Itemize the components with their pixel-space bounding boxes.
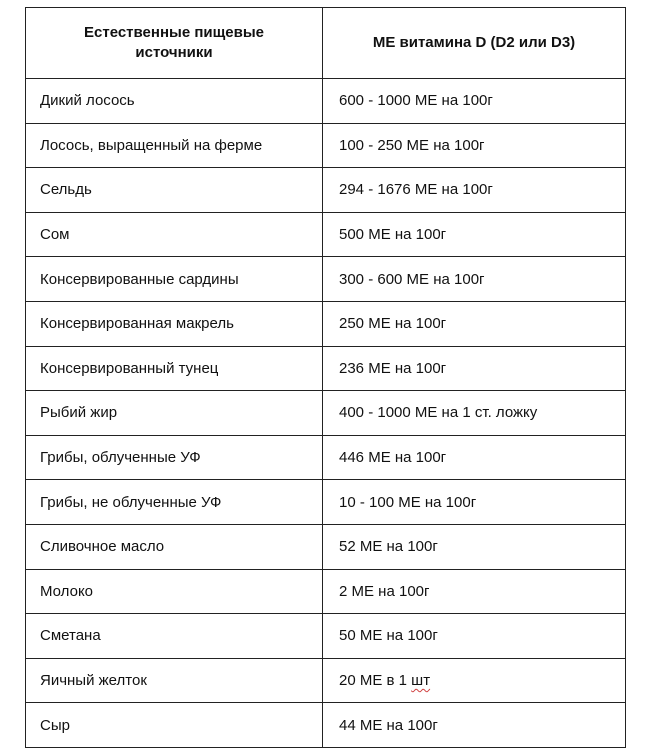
table-row [26,123,626,168]
table-row [26,569,626,614]
source-cell: Дикий лосось [26,79,323,124]
table-row [26,346,626,391]
table-row [26,480,626,525]
source-cell: Рыбий жир [26,391,323,436]
table-row [26,168,626,213]
amount-cell: 400 - 1000 МЕ на 1 ст. ложку [323,391,626,436]
source-cell: Сыр [26,703,323,748]
table-header-row [26,8,626,79]
amount-cell: 500 МЕ на 100г [323,212,626,257]
amount-cell [323,658,626,703]
amount-cell: 52 МЕ на 100г [323,524,626,569]
amount-cell: 44 МЕ на 100г [323,703,626,748]
header-amount: МЕ витамина D (D2 или D3) [323,8,626,79]
header-source: Естественные пищевые источники [26,8,323,79]
table-row [26,79,626,124]
amount-text: 20 МЕ в 1 [339,672,412,690]
table-row [26,614,626,659]
spellcheck-flagged-word: шт [411,672,431,690]
source-cell: Молоко [26,569,323,614]
source-cell: Лосось, выращенный на ферме [26,123,323,168]
amount-cell: 446 МЕ на 100г [323,435,626,480]
table-row [26,435,626,480]
source-cell: Консервированный тунец [26,346,323,391]
vitamin-d-table [25,7,626,748]
table-row [26,391,626,436]
source-cell: Сом [26,212,323,257]
table-row [26,301,626,346]
table-row [26,257,626,302]
table-row [26,212,626,257]
source-cell: Сельдь [26,168,323,213]
source-cell: Сметана [26,614,323,659]
source-cell: Грибы, облученные УФ [26,435,323,480]
source-cell: Грибы, не облученные УФ [26,480,323,525]
amount-cell: 50 МЕ на 100г [323,614,626,659]
source-cell: Яичный желток [26,658,323,703]
amount-cell: 250 МЕ на 100г [323,301,626,346]
amount-cell: 2 МЕ на 100г [323,569,626,614]
source-cell: Консервированная макрель [26,301,323,346]
table-row [26,524,626,569]
amount-cell: 294 - 1676 МЕ на 100г [323,168,626,213]
amount-cell: 100 - 250 МЕ на 100г [323,123,626,168]
amount-cell: 300 - 600 МЕ на 100г [323,257,626,302]
table-row [26,703,626,748]
amount-cell: 236 МЕ на 100г [323,346,626,391]
amount-cell: 600 - 1000 МЕ на 100г [323,79,626,124]
table-row [26,658,626,703]
source-cell: Сливочное масло [26,524,323,569]
source-cell: Консервированные сардины [26,257,323,302]
amount-cell: 10 - 100 МЕ на 100г [323,480,626,525]
